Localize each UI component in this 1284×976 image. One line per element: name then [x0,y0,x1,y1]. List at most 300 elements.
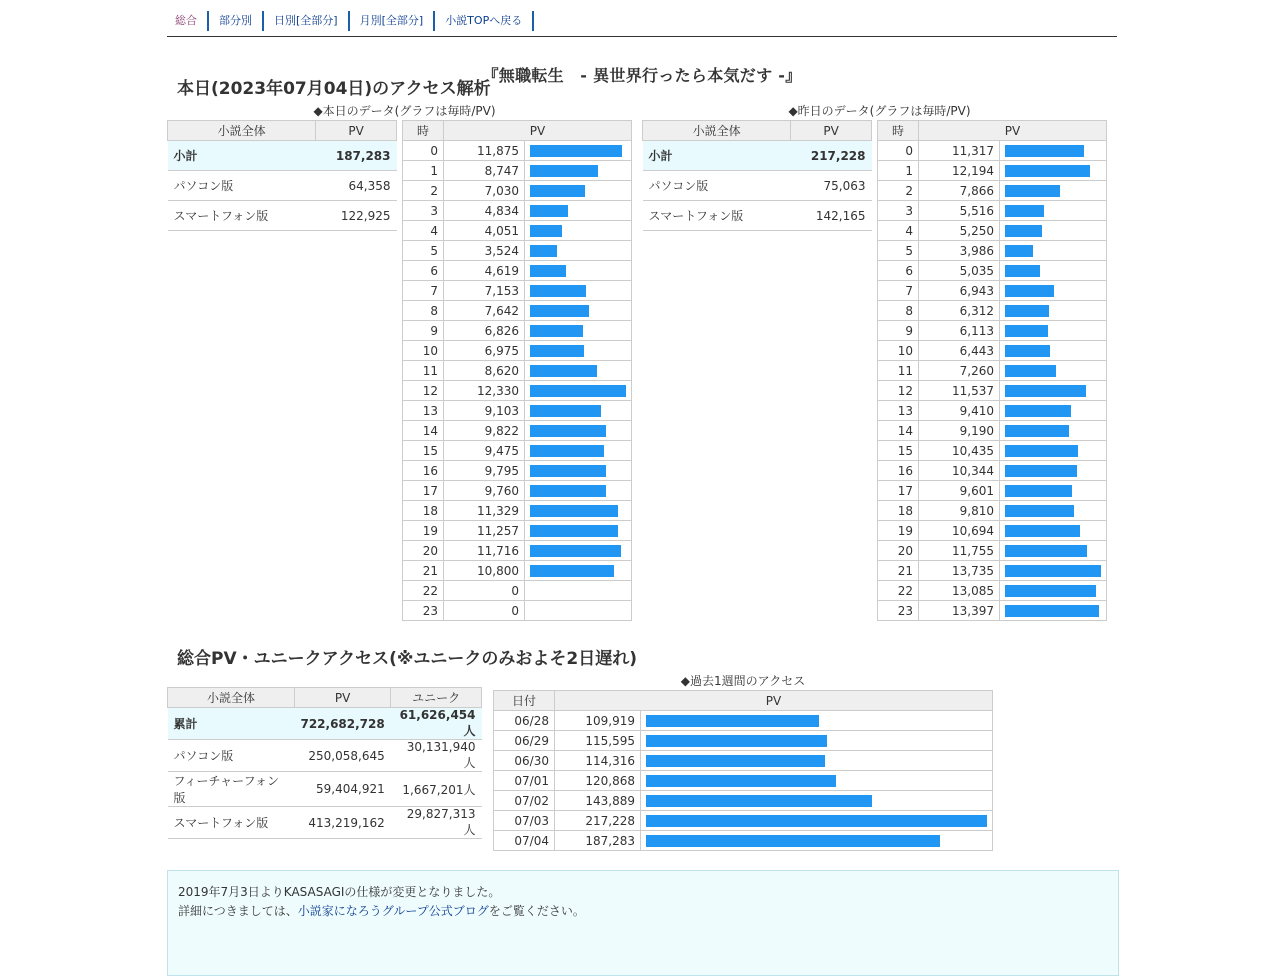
pv-bar [530,545,621,557]
hourly-row [878,501,1107,521]
pv-value: 187,283 [316,141,397,171]
pv-bar [530,365,597,377]
pv-cell: 0 [444,581,525,601]
pv-bar [530,325,583,337]
hourly-row [878,241,1107,261]
bar-cell [1000,601,1107,621]
novel-title: 『無職転生 - 異世界行ったら本気だす -』 [482,66,802,85]
bar-cell [1000,521,1107,541]
pv-bar [530,205,568,217]
hourly-row [878,381,1107,401]
pv-cell: 7,030 [444,181,525,201]
pv-cell: 9,810 [919,501,1000,521]
summary-row [643,141,872,171]
pv-bar [1005,445,1078,457]
pv-value: 122,925 [316,201,397,231]
pv-bar [530,345,584,357]
bar-cell [1000,141,1107,161]
top-nav [167,0,1117,37]
hourly-row [403,141,632,161]
hour-cell: 22 [878,581,919,601]
hour-cell: 20 [878,541,919,561]
nav-link[interactable]: 総合 [175,14,197,27]
pv-cell: 13,085 [919,581,1000,601]
hour-cell: 13 [878,401,919,421]
hour-cell: 1 [403,161,444,181]
column-header: 時 [403,121,444,141]
pv-bar [646,755,825,767]
hourly-row [878,601,1107,621]
summary-row [643,201,872,231]
hourly-row [403,341,632,361]
pv-bar [1005,285,1054,297]
hourly-row [403,581,632,601]
column-header: PV [919,121,1107,141]
hourly-row [878,281,1107,301]
pv-cell: 7,260 [919,361,1000,381]
bar-cell [1000,481,1107,501]
bar-cell [641,831,993,851]
pv-cell: 5,516 [919,201,1000,221]
row-label: フィーチャーフォン版 [168,772,295,807]
hour-cell: 4 [878,221,919,241]
header-row [878,121,1107,141]
hour-cell: 9 [878,321,919,341]
pv-cell: 6,975 [444,341,525,361]
hour-cell: 0 [403,141,444,161]
bar-cell [525,501,632,521]
pv-bar [1005,585,1096,597]
pv-cell: 109,919 [555,711,641,731]
date-cell: 07/02 [494,791,555,811]
pv-bar [530,565,614,577]
hourly-row [403,261,632,281]
pv-cell: 3,524 [444,241,525,261]
pv-bar [646,775,836,787]
hour-cell: 13 [403,401,444,421]
hourly-row [403,541,632,561]
hour-cell: 20 [403,541,444,561]
pv-cell: 3,986 [919,241,1000,261]
bar-cell [1000,241,1107,261]
header-row [643,121,872,141]
hour-cell: 23 [403,601,444,621]
today-heading: 本日(2023年07月04日)のアクセス解析 [177,79,491,99]
hourly-row [878,481,1107,501]
header-row [168,121,397,141]
pv-value: 217,228 [791,141,872,171]
bar-cell [641,791,993,811]
pv-cell: 9,103 [444,401,525,421]
nav-list [175,11,544,31]
pv-cell: 7,153 [444,281,525,301]
bar-cell [1000,561,1107,581]
hour-cell: 22 [403,581,444,601]
hour-cell: 12 [878,381,919,401]
pv-value: 59,404,921 [294,772,390,807]
summary-row [643,171,872,201]
date-cell: 06/28 [494,711,555,731]
pv-bar [530,305,589,317]
hour-cell: 2 [878,181,919,201]
hour-cell: 7 [403,281,444,301]
pv-bar [530,385,626,397]
pv-bar [1005,425,1069,437]
bar-cell [1000,181,1107,201]
hour-cell: 4 [403,221,444,241]
pv-bar [646,715,819,727]
hour-cell: 5 [878,241,919,261]
nav-item [360,11,436,31]
column-header: PV [444,121,632,141]
hourly-row [403,361,632,381]
bar-cell [1000,501,1107,521]
bar-cell [525,461,632,481]
pv-bar [530,405,601,417]
hourly-row [878,461,1107,481]
week-row [494,751,993,771]
pv-bar [530,425,606,437]
today-summary-table [167,120,397,231]
hour-cell: 16 [878,461,919,481]
pv-bar [1005,225,1042,237]
hour-cell: 15 [878,441,919,461]
column-header: 時 [878,121,919,141]
bar-cell [1000,261,1107,281]
hour-cell: 16 [403,461,444,481]
nav-item [219,11,264,31]
nav-item [445,11,534,31]
hourly-row [403,321,632,341]
pv-cell: 6,943 [919,281,1000,301]
pv-cell: 5,035 [919,261,1000,281]
hourly-row [878,201,1107,221]
bar-cell [525,441,632,461]
hourly-row [403,601,632,621]
bar-cell [1000,401,1107,421]
row-label: パソコン版 [168,171,316,201]
pv-bar [530,265,566,277]
date-cell: 06/29 [494,731,555,751]
pv-bar [1005,485,1072,497]
today-hourly-table [402,120,632,621]
bar-cell [1000,321,1107,341]
hour-cell: 19 [403,521,444,541]
hour-cell: 14 [878,421,919,441]
bar-cell [525,581,632,601]
pv-cell: 11,329 [444,501,525,521]
hourly-row [403,501,632,521]
pv-bar [1005,465,1077,477]
bar-cell [1000,541,1107,561]
hour-cell: 18 [403,501,444,521]
hourly-row [878,541,1107,561]
bar-cell [525,361,632,381]
pv-value: 250,058,645 [294,740,390,772]
nav-link[interactable]: 日別[全部分] [274,14,338,27]
pv-bar [530,525,618,537]
bar-cell [525,341,632,361]
hourly-row [878,321,1107,341]
hourly-row [878,221,1107,241]
overall-row [168,708,482,740]
row-label: スマートフォン版 [168,201,316,231]
nav-link[interactable]: 月別[全部分] [359,14,424,27]
bar-cell [525,381,632,401]
pv-bar [530,505,618,517]
hourly-row [878,521,1107,541]
summary-row [168,201,397,231]
pv-value: 722,682,728 [294,708,390,740]
hour-cell: 8 [878,301,919,321]
pv-bar [530,465,606,477]
row-label: 小計 [168,141,316,171]
hourly-row [878,301,1107,321]
pv-cell: 6,826 [444,321,525,341]
pv-bar [1005,145,1084,157]
week-row [494,771,993,791]
hourly-row [403,481,632,501]
date-cell: 07/01 [494,771,555,791]
hourly-row [403,561,632,581]
bar-cell [525,161,632,181]
overall-heading: 総合PV・ユニークアクセス(※ユニークのみおよそ2日遅れ) [177,649,637,669]
week-table [493,690,993,851]
hourly-row [403,241,632,261]
page [167,0,1117,918]
hour-cell: 14 [403,421,444,441]
hourly-row [403,381,632,401]
hourly-row [403,421,632,441]
bar-cell [525,561,632,581]
pv-bar [646,735,827,747]
header-row [494,691,993,711]
pv-bar [1005,185,1060,197]
hourly-row [403,181,632,201]
pv-cell: 10,800 [444,561,525,581]
date-cell: 07/03 [494,811,555,831]
hourly-row [403,221,632,241]
column-header: 小説全体 [168,121,316,141]
row-label: パソコン版 [168,740,295,772]
hourly-row [403,281,632,301]
pv-bar [530,485,606,497]
pv-cell: 13,397 [919,601,1000,621]
pv-bar [530,445,604,457]
unique-value: 61,626,454人 [391,708,482,740]
hour-cell: 11 [878,361,919,381]
week-caption: ◆過去1週間のアクセス [680,674,806,688]
pv-cell: 9,190 [919,421,1000,441]
overall-table [167,687,482,839]
unique-value: 30,131,940人 [391,740,482,772]
row-label: 累計 [168,708,295,740]
pv-cell: 7,642 [444,301,525,321]
pv-bar [530,165,598,177]
pv-value: 413,219,162 [294,807,390,839]
hour-cell: 3 [878,201,919,221]
header-row [403,121,632,141]
hour-cell: 9 [403,321,444,341]
hourly-row [878,141,1107,161]
notice-box [167,870,1119,976]
column-header: 日付 [494,691,555,711]
pv-bar [1005,345,1050,357]
bar-cell [525,481,632,501]
row-label: スマートフォン版 [168,807,295,839]
hour-cell: 11 [403,361,444,381]
pv-cell: 9,601 [919,481,1000,501]
pv-cell: 120,868 [555,771,641,791]
hour-cell: 0 [878,141,919,161]
notice-line1: 2019年7月3日よりKASASAGIの仕様が変更となりました。 [178,885,501,899]
pv-cell: 5,250 [919,221,1000,241]
unique-value: 29,827,313人 [391,807,482,839]
pv-cell: 11,716 [444,541,525,561]
pv-cell: 11,317 [919,141,1000,161]
pv-cell: 11,875 [444,141,525,161]
hourly-row [403,461,632,481]
hour-cell: 17 [878,481,919,501]
pv-cell: 4,051 [444,221,525,241]
hourly-row [878,441,1107,461]
nav-link[interactable]: 小説TOPへ戻る [445,14,523,27]
pv-bar [1005,385,1086,397]
column-header: PV [791,121,872,141]
column-header: PV [316,121,397,141]
pv-value: 75,063 [791,171,872,201]
pv-bar [1005,265,1040,277]
hour-cell: 15 [403,441,444,461]
pv-bar [530,285,586,297]
hour-cell: 3 [403,201,444,221]
bar-cell [525,201,632,221]
pv-bar [1005,405,1071,417]
yesterday-caption: ◆昨日のデータ(グラフは毎時/PV) [788,104,971,118]
pv-cell: 11,257 [444,521,525,541]
bar-cell [525,221,632,241]
summary-row [168,141,397,171]
pv-bar [1005,505,1074,517]
bar-cell [525,141,632,161]
bar-cell [525,281,632,301]
date-cell: 07/04 [494,831,555,851]
notice-line2-pre: 詳細につきましては、 [178,904,298,918]
overall-row [168,772,482,807]
bar-cell [525,401,632,421]
pv-bar [1005,325,1048,337]
pv-bar [646,795,872,807]
hourly-row [878,261,1107,281]
pv-bar [530,145,622,157]
bar-cell [525,541,632,561]
pv-cell: 6,443 [919,341,1000,361]
pv-bar [1005,165,1090,177]
hour-cell: 19 [878,521,919,541]
bar-cell [1000,441,1107,461]
hourly-row [878,361,1107,381]
hour-cell: 12 [403,381,444,401]
pv-cell: 115,595 [555,731,641,751]
bar-cell [1000,461,1107,481]
week-row [494,731,993,751]
bar-cell [525,601,632,621]
hourly-row [403,521,632,541]
hourly-row [403,441,632,461]
bar-cell [641,811,993,831]
bar-cell [1000,161,1107,181]
column-header: 小説全体 [643,121,791,141]
pv-cell: 6,312 [919,301,1000,321]
pv-bar [530,185,585,197]
unique-value: 1,667,201人 [391,772,482,807]
pv-cell: 9,410 [919,401,1000,421]
pv-cell: 10,435 [919,441,1000,461]
official-blog-link[interactable]: 小説家になろうグループ公式ブログ [297,904,489,918]
pv-bar [1005,245,1033,257]
hourly-row [878,581,1107,601]
bar-cell [1000,301,1107,321]
pv-cell: 12,330 [444,381,525,401]
hour-cell: 6 [403,261,444,281]
row-label: スマートフォン版 [643,201,791,231]
pv-bar [646,815,987,827]
hour-cell: 21 [403,561,444,581]
bar-cell [1000,381,1107,401]
pv-value: 64,358 [316,171,397,201]
bar-cell [1000,201,1107,221]
pv-cell: 10,694 [919,521,1000,541]
pv-cell: 10,344 [919,461,1000,481]
hour-cell: 1 [878,161,919,181]
hour-cell: 17 [403,481,444,501]
date-cell: 06/30 [494,751,555,771]
hourly-row [878,161,1107,181]
hour-cell: 10 [403,341,444,361]
hour-cell: 23 [878,601,919,621]
hourly-row [878,401,1107,421]
hour-cell: 18 [878,501,919,521]
bar-cell [525,421,632,441]
pv-bar [1005,525,1080,537]
pv-bar [530,225,562,237]
yesterday-hourly-table [877,120,1107,621]
pv-cell: 217,228 [555,811,641,831]
column-header: PV [555,691,993,711]
hourly-row [403,201,632,221]
bar-cell [641,751,993,771]
pv-bar [1005,365,1056,377]
nav-link[interactable]: 部分別 [219,14,252,27]
pv-cell: 9,760 [444,481,525,501]
nav-item [274,11,350,31]
column-header: PV [294,688,390,708]
pv-bar [530,245,557,257]
week-row [494,791,993,811]
bar-cell [1000,281,1107,301]
row-label: 小計 [643,141,791,171]
bar-cell [641,731,993,751]
pv-value: 142,165 [791,201,872,231]
pv-bar [1005,305,1049,317]
week-row [494,811,993,831]
pv-bar [1005,605,1099,617]
column-header: 小説全体 [168,688,295,708]
bar-cell [1000,361,1107,381]
bar-cell [641,711,993,731]
nav-item [175,11,209,31]
pv-cell: 11,537 [919,381,1000,401]
